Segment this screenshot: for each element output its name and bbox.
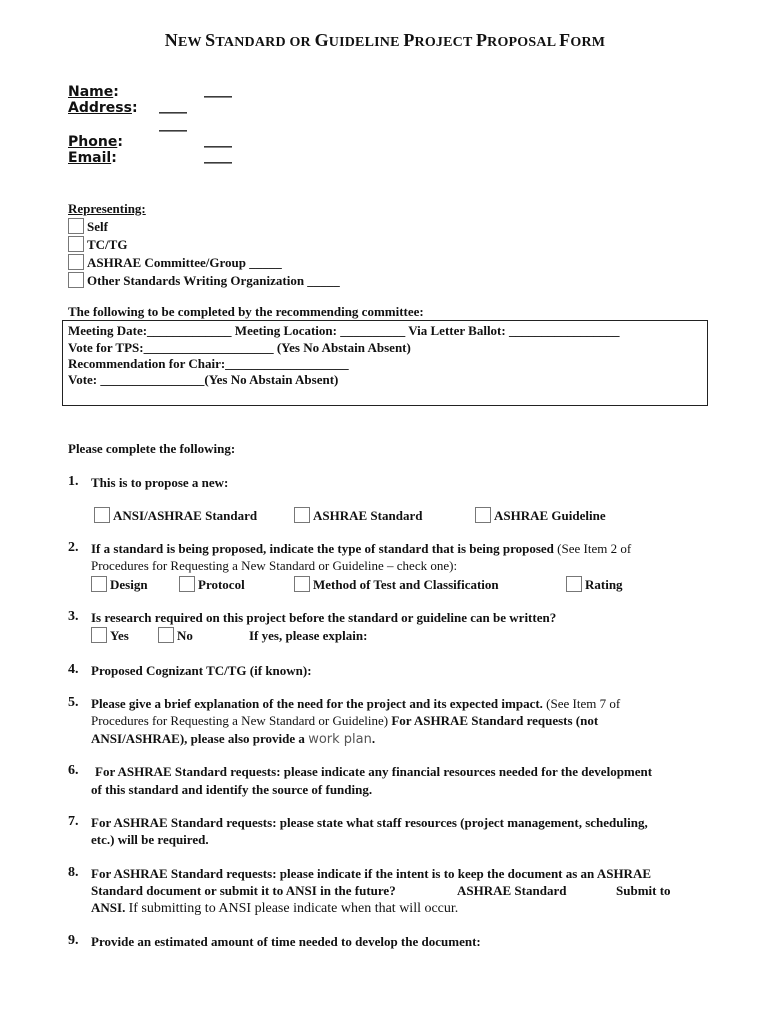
q4-text: Proposed Cognizant TC/TG (if known):	[91, 663, 312, 678]
item-number: 6.	[68, 763, 79, 778]
item-number: 9.	[68, 933, 79, 948]
q7-line-1: For ASHRAE Standard requests: please state what staff resources (project management, scheduling,	[91, 815, 648, 830]
q5-line-2: Procedures for Requesting a New Standard or Guideline) For ASHRAE Standard requests (not	[91, 713, 599, 728]
page-title: NEW STANDARD OR GUIDELINE PROJECT PROPOSAL FORM	[164, 30, 606, 50]
committee-line-1: Meeting Date:_____________ Meeting Location: __________ Via Letter Ballot: _________________	[68, 323, 620, 338]
q3-text: Is research required on this project before the standard or guideline can be written?	[91, 610, 557, 625]
checkbox[interactable]	[68, 272, 84, 288]
committee-line-2: Vote for TPS:____________________ (Yes No Abstain Absent)	[68, 340, 411, 355]
item-number: 2.	[68, 540, 79, 555]
phone-field[interactable]: ____	[204, 132, 232, 148]
q6-line-2: of this standard and identify the source of funding.	[91, 782, 373, 797]
q7-line-2: etc.) will be required.	[91, 832, 209, 847]
checkbox[interactable]	[68, 236, 84, 252]
name-field[interactable]: ____	[204, 82, 232, 98]
q3-option-no[interactable]: No	[158, 627, 193, 644]
q2-option-protocol[interactable]: Protocol	[179, 576, 245, 593]
q2-note: Procedures for Requesting a New Standard or Guideline – check one):	[91, 558, 458, 573]
email-field[interactable]: ____	[204, 148, 232, 164]
checkbox[interactable]	[566, 576, 582, 592]
name-label: Name:	[68, 84, 119, 100]
q8-line-2: Standard document or submit it to ANSI in the future?	[91, 883, 396, 898]
checkbox[interactable]	[91, 576, 107, 592]
rep-option-tctg[interactable]: TC/TG	[68, 236, 127, 253]
q6-line-1: For ASHRAE Standard requests: please indicate any financial resources needed for the development	[95, 764, 653, 779]
checkbox[interactable]	[94, 507, 110, 523]
q8-option-ashrae-standard[interactable]: ASHRAE Standard	[457, 883, 567, 898]
q1-option-ashrae-guideline[interactable]: ASHRAE Guideline	[475, 507, 606, 524]
address-field-2[interactable]: ____	[159, 116, 187, 132]
q2-option-rating[interactable]: Rating	[566, 576, 623, 593]
rep-option-other[interactable]: Other Standards Writing Organization _____	[68, 272, 340, 289]
checkbox[interactable]	[68, 218, 84, 234]
q2-option-method[interactable]: Method of Test and Classification	[294, 576, 499, 593]
checkbox[interactable]	[68, 254, 84, 270]
item-number: 4.	[68, 662, 79, 677]
phone-label: Phone:	[68, 134, 123, 150]
item-number: 1.	[68, 474, 79, 489]
committee-line-4: Vote: ________________(Yes No Abstain Absent)	[68, 372, 339, 387]
committee-line-3: Recommendation for Chair:___________________	[68, 356, 349, 371]
checkbox[interactable]	[475, 507, 491, 523]
q8-option-submit-to[interactable]: Submit to	[616, 883, 671, 898]
q5-line-3: ANSI/ASHRAE), please also provide a work plan.	[91, 731, 376, 747]
work-plan-link[interactable]: work plan	[308, 732, 372, 747]
checkbox[interactable]	[158, 627, 174, 643]
rep-option-committee[interactable]: ASHRAE Committee/Group _____	[68, 254, 282, 271]
q5-line-1: Please give a brief explanation of the need for the project and its expected impact. (See Item 7 of	[91, 696, 621, 711]
q8-line-1: For ASHRAE Standard requests: please indicate if the intent is to keep the document as an ASHRAE	[91, 866, 651, 881]
item-number: 8.	[68, 865, 79, 880]
q2-option-design[interactable]: Design	[91, 576, 148, 593]
q1-option-ansi-ashrae[interactable]: ANSI/ASHRAE Standard	[94, 507, 257, 524]
q3-explain: If yes, please explain:	[249, 628, 368, 643]
item-number: 3.	[68, 609, 79, 624]
checkbox[interactable]	[179, 576, 195, 592]
email-label: Email:	[68, 150, 117, 166]
q3-option-yes[interactable]: Yes	[91, 627, 129, 644]
rep-option-self[interactable]: Self	[68, 218, 108, 235]
q9-text: Provide an estimated amount of time needed to develop the document:	[91, 934, 481, 949]
q2-text: If a standard is being proposed, indicate the type of standard that is being proposed (See Item 2 of	[91, 541, 632, 556]
address-label: Address:	[68, 100, 138, 116]
q1-option-ashrae-standard[interactable]: ASHRAE Standard	[294, 507, 422, 524]
item-number: 5.	[68, 695, 79, 710]
checkbox[interactable]	[294, 576, 310, 592]
checkbox[interactable]	[91, 627, 107, 643]
q1-text: This is to propose a new:	[91, 475, 229, 490]
item-number: 7.	[68, 814, 79, 829]
representing-heading: Representing:	[68, 201, 146, 216]
intro-text: Please complete the following:	[68, 441, 236, 456]
q8-line-3: ANSI. If submitting to ANSI please indicate when that will occur.	[91, 900, 459, 916]
address-field-1[interactable]: ____	[159, 98, 187, 114]
checkbox[interactable]	[294, 507, 310, 523]
committee-heading: The following to be completed by the recommending committee:	[68, 304, 424, 319]
